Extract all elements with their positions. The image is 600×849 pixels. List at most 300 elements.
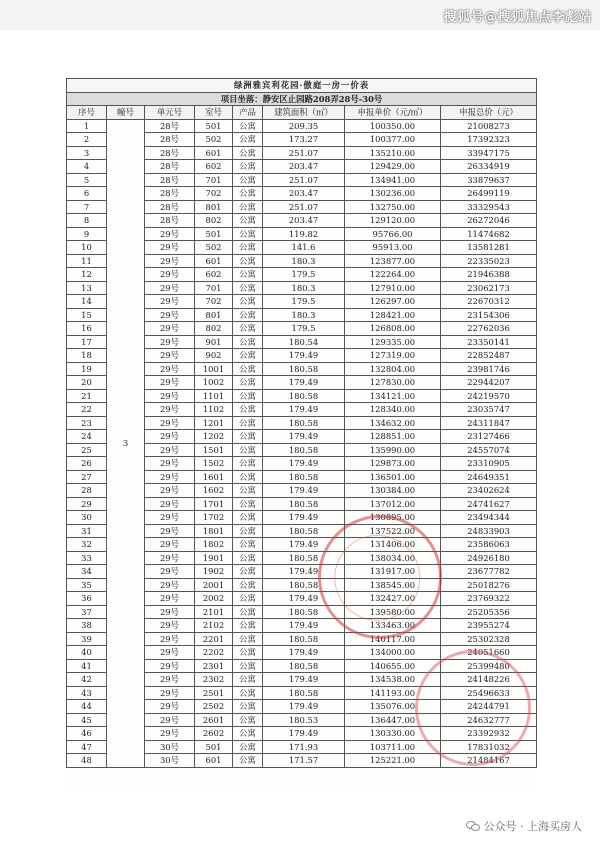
- total-price: 24833903: [441, 524, 537, 538]
- product-type: 公寓: [233, 214, 263, 228]
- floor-area: 180.58: [263, 443, 345, 457]
- row-index: 7: [67, 200, 107, 214]
- unit-price: 130330.00: [345, 727, 441, 741]
- project-location: 项目坐落：静安区止园路208弄28号-30号: [67, 92, 537, 106]
- product-type: 公寓: [233, 295, 263, 309]
- header-cell: 申报单价（元/㎡）: [345, 106, 441, 120]
- unit-price: 126297.00: [345, 295, 441, 309]
- unit-number: 29号: [145, 511, 195, 525]
- product-type: 公寓: [233, 686, 263, 700]
- floor-area: 171.57: [263, 754, 345, 768]
- floor-area: 179.49: [263, 376, 345, 390]
- wechat-icon: [466, 821, 480, 832]
- unit-number: 28号: [145, 173, 195, 187]
- total-price: 24219570: [441, 389, 537, 403]
- product-type: 公寓: [233, 457, 263, 471]
- floor-area: 180.58: [263, 470, 345, 484]
- floor-area: 180.58: [263, 605, 345, 619]
- row-index: 22: [67, 403, 107, 417]
- unit-number: 28号: [145, 119, 195, 133]
- total-price: 25205356: [441, 605, 537, 619]
- row-index: 42: [67, 673, 107, 687]
- product-type: 公寓: [233, 241, 263, 255]
- floor-area: 180.58: [263, 632, 345, 646]
- unit-price: 129120.00: [345, 214, 441, 228]
- product-type: 公寓: [233, 173, 263, 187]
- price-table: [66, 78, 537, 768]
- unit-price: 128340.00: [345, 403, 441, 417]
- unit-price: 138034.00: [345, 551, 441, 565]
- room-number: 501: [195, 119, 233, 133]
- room-number: 901: [195, 335, 233, 349]
- floor-area: 179.49: [263, 430, 345, 444]
- unit-number: 29号: [145, 389, 195, 403]
- product-type: 公寓: [233, 227, 263, 241]
- room-number: 1202: [195, 430, 233, 444]
- room-number: 2201: [195, 632, 233, 646]
- total-price: 25399480: [441, 659, 537, 673]
- product-type: 公寓: [233, 119, 263, 133]
- room-number: 1801: [195, 524, 233, 538]
- total-price: 21008273: [441, 119, 537, 133]
- room-number: 2102: [195, 619, 233, 633]
- room-number: 2301: [195, 659, 233, 673]
- row-index: 27: [67, 470, 107, 484]
- product-type: 公寓: [233, 335, 263, 349]
- unit-number: 29号: [145, 551, 195, 565]
- unit-price: 134941.00: [345, 173, 441, 187]
- unit-price: 130895.00: [345, 511, 441, 525]
- row-index: 36: [67, 592, 107, 606]
- product-type: 公寓: [233, 740, 263, 754]
- floor-area: 179.49: [263, 619, 345, 633]
- unit-number: 29号: [145, 646, 195, 660]
- unit-price: 127830.00: [345, 376, 441, 390]
- floor-area: 179.49: [263, 538, 345, 552]
- room-number: 702: [195, 187, 233, 201]
- unit-price: 132750.00: [345, 200, 441, 214]
- unit-number: 29号: [145, 362, 195, 376]
- row-index: 6: [67, 187, 107, 201]
- total-price: 26272046: [441, 214, 537, 228]
- unit-number: 30号: [145, 740, 195, 754]
- unit-price: 135210.00: [345, 146, 441, 160]
- unit-number: 29号: [145, 308, 195, 322]
- row-index: 39: [67, 632, 107, 646]
- unit-number: 28号: [145, 160, 195, 174]
- total-price: 22335023: [441, 254, 537, 268]
- room-number: 2001: [195, 578, 233, 592]
- total-price: 23981746: [441, 362, 537, 376]
- floor-area: 180.53: [263, 713, 345, 727]
- floor-area: 180.58: [263, 416, 345, 430]
- row-index: 37: [67, 605, 107, 619]
- unit-price: 137522.00: [345, 524, 441, 538]
- product-type: 公寓: [233, 551, 263, 565]
- unit-price: 134538.00: [345, 673, 441, 687]
- total-price: 25018276: [441, 578, 537, 592]
- page-title: 绿洲雅宾利花园·傲庭一房一价表: [67, 79, 537, 93]
- room-number: 601: [195, 254, 233, 268]
- header-row: [67, 106, 537, 120]
- product-type: 公寓: [233, 187, 263, 201]
- unit-price: 135076.00: [345, 700, 441, 714]
- unit-number: 29号: [145, 443, 195, 457]
- floor-area: 203.47: [263, 187, 345, 201]
- floor-area: 209.35: [263, 119, 345, 133]
- room-number: 1602: [195, 484, 233, 498]
- total-price: 24148226: [441, 673, 537, 687]
- room-number: 1001: [195, 362, 233, 376]
- unit-number: 29号: [145, 227, 195, 241]
- room-number: 602: [195, 160, 233, 174]
- row-index: 12: [67, 268, 107, 282]
- product-type: 公寓: [233, 659, 263, 673]
- unit-price: 137012.00: [345, 497, 441, 511]
- total-price: 23154306: [441, 308, 537, 322]
- product-type: 公寓: [233, 511, 263, 525]
- unit-number: 29号: [145, 605, 195, 619]
- unit-number: 29号: [145, 335, 195, 349]
- floor-area: 180.58: [263, 389, 345, 403]
- unit-price: 140655.00: [345, 659, 441, 673]
- floor-area: 171.93: [263, 740, 345, 754]
- row-index: 18: [67, 349, 107, 363]
- floor-area: 141.6: [263, 241, 345, 255]
- total-price: 23586063: [441, 538, 537, 552]
- total-price: 24244791: [441, 700, 537, 714]
- total-price: 33879637: [441, 173, 537, 187]
- unit-number: 29号: [145, 241, 195, 255]
- unit-price: 100377.00: [345, 133, 441, 147]
- floor-area: 179.49: [263, 727, 345, 741]
- room-number: 801: [195, 308, 233, 322]
- floor-area: 179.49: [263, 349, 345, 363]
- total-price: 23769322: [441, 592, 537, 606]
- header-cell: 幢号: [107, 106, 145, 120]
- unit-price: 130236.00: [345, 187, 441, 201]
- total-price: 26499119: [441, 187, 537, 201]
- row-index: 2: [67, 133, 107, 147]
- unit-price: 126808.00: [345, 322, 441, 336]
- row-index: 19: [67, 362, 107, 376]
- room-number: 1702: [195, 511, 233, 525]
- unit-number: 29号: [145, 484, 195, 498]
- product-type: 公寓: [233, 281, 263, 295]
- unit-number: 28号: [145, 133, 195, 147]
- row-index: 43: [67, 686, 107, 700]
- total-price: 22762036: [441, 322, 537, 336]
- product-type: 公寓: [233, 133, 263, 147]
- unit-number: 29号: [145, 457, 195, 471]
- unit-number: 29号: [145, 497, 195, 511]
- room-number: 601: [195, 754, 233, 768]
- unit-price: 123877.00: [345, 254, 441, 268]
- product-type: 公寓: [233, 700, 263, 714]
- row-index: 46: [67, 727, 107, 741]
- total-price: 17831032: [441, 740, 537, 754]
- total-price: 24051660: [441, 646, 537, 660]
- product-type: 公寓: [233, 673, 263, 687]
- unit-number: 29号: [145, 632, 195, 646]
- floor-area: 180.58: [263, 686, 345, 700]
- row-index: 8: [67, 214, 107, 228]
- product-type: 公寓: [233, 605, 263, 619]
- room-number: 701: [195, 173, 233, 187]
- row-index: 47: [67, 740, 107, 754]
- row-index: 13: [67, 281, 107, 295]
- unit-price: 134632.00: [345, 416, 441, 430]
- row-index: 44: [67, 700, 107, 714]
- room-number: 1201: [195, 416, 233, 430]
- header-cell: 序号: [67, 106, 107, 120]
- floor-area: 179.5: [263, 295, 345, 309]
- row-index: 25: [67, 443, 107, 457]
- total-price: 24632777: [441, 713, 537, 727]
- row-index: 24: [67, 430, 107, 444]
- total-price: 23035747: [441, 403, 537, 417]
- product-type: 公寓: [233, 713, 263, 727]
- title-row: [67, 79, 537, 93]
- unit-number: 29号: [145, 254, 195, 268]
- row-index: 31: [67, 524, 107, 538]
- unit-number: 29号: [145, 659, 195, 673]
- unit-number: 29号: [145, 403, 195, 417]
- room-number: 1501: [195, 443, 233, 457]
- location-row: [67, 92, 537, 106]
- header-cell: 单元号: [145, 106, 195, 120]
- bottom-watermark-text: 公众号 · 上海买房人: [483, 820, 582, 833]
- floor-area: 203.47: [263, 214, 345, 228]
- product-type: 公寓: [233, 727, 263, 741]
- unit-number: 29号: [145, 322, 195, 336]
- room-number: 701: [195, 281, 233, 295]
- room-number: 802: [195, 214, 233, 228]
- row-index: 28: [67, 484, 107, 498]
- unit-price: 95766.00: [345, 227, 441, 241]
- unit-price: 128421.00: [345, 308, 441, 322]
- total-price: 25496633: [441, 686, 537, 700]
- floor-area: 179.49: [263, 565, 345, 579]
- unit-number: 28号: [145, 146, 195, 160]
- floor-area: 180.54: [263, 335, 345, 349]
- header-cell: 建筑面积（㎡）: [263, 106, 345, 120]
- room-number: 1901: [195, 551, 233, 565]
- room-number: 1101: [195, 389, 233, 403]
- unit-price: 125221.00: [345, 754, 441, 768]
- unit-number: 29号: [145, 349, 195, 363]
- table-row: [67, 119, 537, 133]
- floor-area: 180.58: [263, 362, 345, 376]
- room-number: 1002: [195, 376, 233, 390]
- product-type: 公寓: [233, 619, 263, 633]
- room-number: 2602: [195, 727, 233, 741]
- total-price: 24557074: [441, 443, 537, 457]
- floor-area: 180.3: [263, 308, 345, 322]
- floor-area: 251.07: [263, 173, 345, 187]
- unit-number: 29号: [145, 268, 195, 282]
- unit-price: 139580.00: [345, 605, 441, 619]
- unit-price: 95913.00: [345, 241, 441, 255]
- total-price: 23062173: [441, 281, 537, 295]
- unit-number: 29号: [145, 578, 195, 592]
- room-number: 2101: [195, 605, 233, 619]
- floor-area: 179.49: [263, 457, 345, 471]
- row-index: 45: [67, 713, 107, 727]
- total-price: 24741627: [441, 497, 537, 511]
- floor-area: 179.49: [263, 673, 345, 687]
- product-type: 公寓: [233, 254, 263, 268]
- row-index: 16: [67, 322, 107, 336]
- unit-number: 28号: [145, 187, 195, 201]
- unit-price: 134000.00: [345, 646, 441, 660]
- bottom-watermark: [466, 818, 583, 834]
- total-price: 23955274: [441, 619, 537, 633]
- row-index: 35: [67, 578, 107, 592]
- total-price: 23494344: [441, 511, 537, 525]
- floor-area: 179.49: [263, 403, 345, 417]
- total-price: 23310905: [441, 457, 537, 471]
- product-type: 公寓: [233, 592, 263, 606]
- unit-price: 103711.00: [345, 740, 441, 754]
- unit-number: 29号: [145, 619, 195, 633]
- unit-number: 29号: [145, 430, 195, 444]
- room-number: 501: [195, 227, 233, 241]
- room-number: 1701: [195, 497, 233, 511]
- total-price: 13581281: [441, 241, 537, 255]
- unit-number: 28号: [145, 214, 195, 228]
- unit-number: 29号: [145, 592, 195, 606]
- unit-price: 131917.00: [345, 565, 441, 579]
- room-number: 702: [195, 295, 233, 309]
- total-price: 11474682: [441, 227, 537, 241]
- product-type: 公寓: [233, 524, 263, 538]
- unit-number: 29号: [145, 700, 195, 714]
- unit-number: 29号: [145, 713, 195, 727]
- unit-number: 30号: [145, 754, 195, 768]
- product-type: 公寓: [233, 268, 263, 282]
- total-price: 26334919: [441, 160, 537, 174]
- total-price: 23392932: [441, 727, 537, 741]
- header-cell: 申报总价（元）: [441, 106, 537, 120]
- floor-area: 180.58: [263, 659, 345, 673]
- room-number: 1902: [195, 565, 233, 579]
- row-index: 15: [67, 308, 107, 322]
- product-type: 公寓: [233, 376, 263, 390]
- total-price: 23350141: [441, 335, 537, 349]
- row-index: 5: [67, 173, 107, 187]
- total-price: 24311847: [441, 416, 537, 430]
- unit-price: 100350.00: [345, 119, 441, 133]
- unit-price: 129335.00: [345, 335, 441, 349]
- room-number: 501: [195, 740, 233, 754]
- unit-price: 133463.00: [345, 619, 441, 633]
- row-index: 4: [67, 160, 107, 174]
- floor-area: 180.58: [263, 524, 345, 538]
- total-price: 33329543: [441, 200, 537, 214]
- unit-number: 28号: [145, 200, 195, 214]
- room-number: 502: [195, 133, 233, 147]
- room-number: 2501: [195, 686, 233, 700]
- product-type: 公寓: [233, 160, 263, 174]
- unit-number: 29号: [145, 686, 195, 700]
- row-index: 20: [67, 376, 107, 390]
- unit-number: 29号: [145, 295, 195, 309]
- total-price: 21946388: [441, 268, 537, 282]
- product-type: 公寓: [233, 754, 263, 768]
- room-number: 1802: [195, 538, 233, 552]
- floor-area: 173.27: [263, 133, 345, 147]
- total-price: 23402624: [441, 484, 537, 498]
- row-index: 3: [67, 146, 107, 160]
- floor-area: 180.58: [263, 497, 345, 511]
- row-index: 32: [67, 538, 107, 552]
- header-cell: 产品: [233, 106, 263, 120]
- product-type: 公寓: [233, 443, 263, 457]
- product-type: 公寓: [233, 322, 263, 336]
- row-index: 9: [67, 227, 107, 241]
- building-number: 3: [107, 119, 145, 767]
- total-price: 22944207: [441, 376, 537, 390]
- room-number: 1601: [195, 470, 233, 484]
- floor-area: 251.07: [263, 146, 345, 160]
- total-price: 21484167: [441, 754, 537, 768]
- row-index: 41: [67, 659, 107, 673]
- top-watermark-bar: [0, 0, 600, 30]
- room-number: 601: [195, 146, 233, 160]
- product-type: 公寓: [233, 416, 263, 430]
- unit-price: 127910.00: [345, 281, 441, 295]
- total-price: 25302328: [441, 632, 537, 646]
- floor-area: 180.58: [263, 551, 345, 565]
- row-index: 33: [67, 551, 107, 565]
- unit-price: 140117.00: [345, 632, 441, 646]
- floor-area: 179.5: [263, 322, 345, 336]
- room-number: 2601: [195, 713, 233, 727]
- floor-area: 179.49: [263, 700, 345, 714]
- unit-price: 127319.00: [345, 349, 441, 363]
- room-number: 801: [195, 200, 233, 214]
- unit-price: 131406.00: [345, 538, 441, 552]
- product-type: 公寓: [233, 200, 263, 214]
- total-price: 23127466: [441, 430, 537, 444]
- total-price: 22852487: [441, 349, 537, 363]
- total-price: 23677782: [441, 565, 537, 579]
- floor-area: 179.5: [263, 268, 345, 282]
- room-number: 1502: [195, 457, 233, 471]
- room-number: 2002: [195, 592, 233, 606]
- unit-price: 132804.00: [345, 362, 441, 376]
- top-watermark-text: 搜狐号@搜狐焦点李彪站: [443, 10, 592, 25]
- room-number: 902: [195, 349, 233, 363]
- floor-area: 180.3: [263, 254, 345, 268]
- product-type: 公寓: [233, 497, 263, 511]
- product-type: 公寓: [233, 646, 263, 660]
- row-index: 10: [67, 241, 107, 255]
- room-number: 2502: [195, 700, 233, 714]
- product-type: 公寓: [233, 146, 263, 160]
- unit-number: 29号: [145, 565, 195, 579]
- product-type: 公寓: [233, 349, 263, 363]
- room-number: 1102: [195, 403, 233, 417]
- product-type: 公寓: [233, 538, 263, 552]
- total-price: 33947175: [441, 146, 537, 160]
- unit-price: 122264.00: [345, 268, 441, 282]
- product-type: 公寓: [233, 308, 263, 322]
- floor-area: 179.49: [263, 592, 345, 606]
- row-index: 17: [67, 335, 107, 349]
- unit-price: 130384.00: [345, 484, 441, 498]
